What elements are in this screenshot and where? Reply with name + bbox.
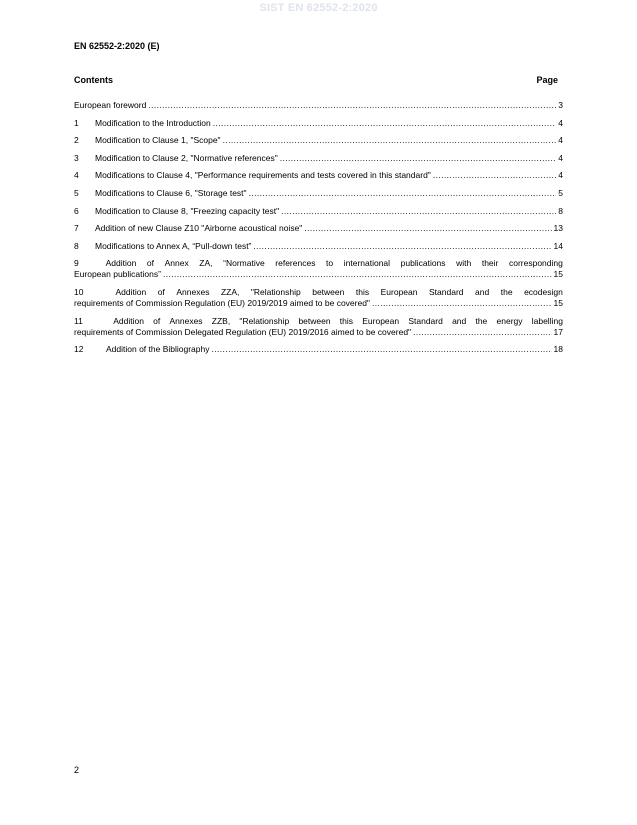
toc-entry[interactable] <box>74 170 563 181</box>
toc-title-word: Standard <box>429 286 464 297</box>
toc-title-word: ecodesign <box>524 286 563 297</box>
toc-entry-title: European foreword <box>74 100 147 110</box>
toc-entry-number: 10 <box>74 286 84 297</box>
toc-entry-title: Modifications to Clause 4, "Performance requirements and tests covered in this standard" <box>95 170 431 181</box>
toc-title-word: ZA, <box>199 258 213 269</box>
toc-title-word: with <box>456 258 472 269</box>
toc-entry[interactable] <box>74 188 563 199</box>
dot-leader <box>253 241 551 252</box>
toc-entry-title: Modifications to Annex A, “Pull-down test” <box>95 240 252 251</box>
toc-title-word: to <box>326 258 334 269</box>
toc-entry[interactable] <box>74 223 563 234</box>
dot-leader <box>163 269 552 280</box>
toc-entry[interactable] <box>74 153 563 164</box>
toc-title-word: references <box>275 258 316 269</box>
toc-title-word: European <box>362 315 400 326</box>
toc-entry[interactable] <box>74 135 563 146</box>
toc-entry-11[interactable] <box>74 316 563 338</box>
toc-title-word: Standard <box>408 315 443 326</box>
toc-title-word: ZZA, <box>220 286 240 297</box>
toc-entry-page: 4 <box>558 170 563 181</box>
toc-entry-number: 4 <box>74 170 79 181</box>
toc-title-word: "Relationship <box>239 315 290 326</box>
toc-entry-title: Addition of new Clause Z10 "Airborne acoustical noise" <box>95 223 303 234</box>
toc-title-word: between <box>312 286 345 297</box>
dot-leader <box>281 206 556 217</box>
toc-entry-page: 3 <box>558 100 563 110</box>
table-of-contents <box>74 100 563 362</box>
toc-entry-title: Modification to Clause 8, "Freezing capacity test" <box>95 205 280 216</box>
toc-title-word: “Normative <box>223 258 265 269</box>
toc-entry-page: 8 <box>558 205 563 216</box>
toc-title-word: Annex <box>164 258 189 269</box>
toc-title-word: of <box>153 315 161 326</box>
toc-title-word: between <box>298 315 331 326</box>
toc-entry-page: 14 <box>553 240 563 251</box>
contents-title: Contents <box>74 75 113 85</box>
toc-entry-10[interactable] <box>74 287 563 309</box>
toc-entry-number: 12 <box>74 344 84 355</box>
dot-leader <box>223 135 557 146</box>
toc-entry-title: Modification to Clause 1, "Scope" <box>95 135 221 146</box>
toc-title-word: their <box>481 258 499 269</box>
dot-leader <box>304 223 551 234</box>
dot-leader <box>148 100 556 111</box>
document-id: EN 62552-2:2020 (E) <box>74 41 160 51</box>
toc-entry-title: Modifications to Clause 6, "Storage test" <box>95 187 247 198</box>
toc-title-word: the <box>500 286 513 297</box>
page-column-label: Page <box>536 75 558 85</box>
toc-title-word: Addition <box>115 286 147 297</box>
toc-entry-title: Modification to Clause 2, "Normative references" <box>95 152 278 163</box>
toc-entry-title: Addition of the Bibliography <box>106 344 210 355</box>
toc-title-word: Annexes <box>176 286 210 297</box>
toc-entry[interactable] <box>74 241 563 252</box>
toc-entry-number: 5 <box>74 187 79 198</box>
toc-title-word: of <box>157 286 165 297</box>
toc-entry[interactable] <box>74 206 563 217</box>
toc-entry[interactable] <box>74 100 563 111</box>
watermark: SIST EN 62552-2:2020 <box>259 2 378 14</box>
dot-leader <box>213 118 557 129</box>
toc-title-word: ZZB, <box>211 315 231 326</box>
dot-leader <box>249 188 557 199</box>
toc-entry-title: requirements of Commission Regulation (EU) 2019/2019 aimed to be covered" <box>74 297 370 308</box>
toc-entry-9[interactable] <box>74 258 563 280</box>
toc-title-word: publications <box>400 258 446 269</box>
toc-entry-page: 18 <box>553 344 563 355</box>
dot-leader <box>433 170 556 181</box>
toc-entry-page: 15 <box>553 297 563 308</box>
toc-title-word: energy <box>496 315 523 326</box>
toc-entry-title: requirements of Commission Delegated Regulation (EU) 2019/2016 aimed to be covered" <box>74 326 412 337</box>
toc-title-word: Annexes <box>169 315 203 326</box>
toc-entry-number: 2 <box>74 135 79 146</box>
toc-title-word: European <box>380 286 418 297</box>
toc-entry-title: Modification to the Introduction <box>95 117 211 128</box>
toc-entry-title: European publications” <box>74 269 161 280</box>
page-number: 2 <box>74 765 80 775</box>
toc-entry-page: 4 <box>558 135 563 146</box>
toc-entry-number: 9 <box>74 258 79 269</box>
toc-entry-number: 1 <box>74 117 79 128</box>
dot-leader <box>280 153 557 164</box>
toc-title-word: the <box>475 315 488 326</box>
toc-title-word: and <box>452 315 467 326</box>
toc-entry-12[interactable] <box>74 344 563 355</box>
toc-entry-number: 3 <box>74 152 79 163</box>
toc-entry-number: 11 <box>74 315 83 326</box>
toc-title-word: Addition <box>105 258 137 269</box>
toc-title-word: corresponding <box>508 258 563 269</box>
dot-leader <box>372 298 552 309</box>
toc-title-word: labelling <box>531 315 563 326</box>
toc-title-word: "Relationship <box>250 286 301 297</box>
toc-entry-number: 8 <box>74 240 79 251</box>
toc-title-word: of <box>146 258 154 269</box>
toc-entry[interactable] <box>74 118 563 129</box>
toc-entry-page: 5 <box>558 187 563 198</box>
toc-entry-page: 15 <box>553 269 563 280</box>
dot-leader <box>413 327 551 338</box>
dot-leader <box>212 344 552 355</box>
toc-title-word: and <box>475 286 490 297</box>
toc-entry-page: 13 <box>553 223 563 234</box>
toc-entry-number: 6 <box>74 205 79 216</box>
toc-title-word: this <box>339 315 354 326</box>
toc-title-word: this <box>355 286 370 297</box>
toc-entry-number: 7 <box>74 223 79 234</box>
toc-title-word: international <box>343 258 391 269</box>
contents-header <box>74 75 558 85</box>
toc-entry-page: 4 <box>558 117 563 128</box>
toc-entry-page: 17 <box>553 326 563 337</box>
toc-title-word: Addition <box>113 315 144 326</box>
toc-entry-page: 4 <box>558 152 563 163</box>
